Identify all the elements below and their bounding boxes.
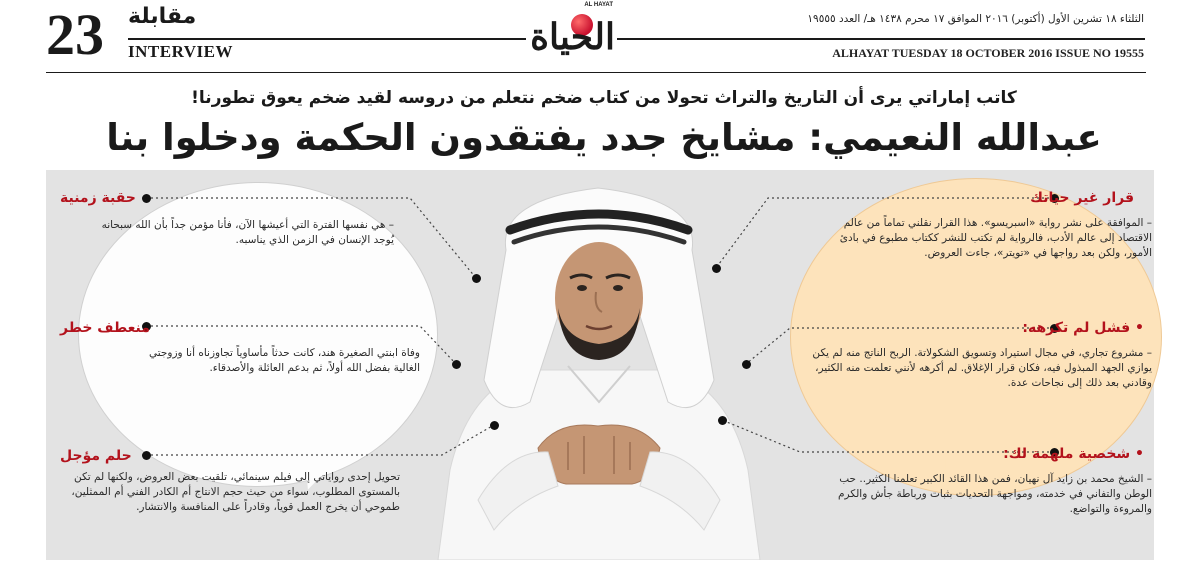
issue-date-arabic: الثلثاء ١٨ تشرين الأول (أكتوبر) ٢٠١٦ الموافق ١٧ محرم ١٤٣٨ هـ/ العدد ١٩٥٥٥ bbox=[807, 13, 1144, 25]
section-label-arabic: مقابلة bbox=[128, 4, 197, 29]
connector-dot bbox=[142, 194, 151, 203]
right-section-body-decision: – الموافقة على نشر رواية «اسبريسو». هذا القرار نقلني تماماً من عالم الاقتصاد إلى عالم الأدب، فالرواية لم تكتب للنشر ككتاب مطبوع في بادئ الأمور، ولكن بعد رواجها في «تويتر»، جاءت العروض. bbox=[839, 217, 1152, 259]
connector-dot bbox=[472, 274, 481, 283]
issue-date-english: ALHAYAT TUESDAY 18 OCTOBER 2016 ISSUE NO 19555 bbox=[832, 46, 1144, 60]
connector-dot bbox=[742, 360, 751, 369]
article-kicker: كاتب إماراتي يرى أن التاريخ والتراث تحولا من كتاب ضخم نتعلم من دروسه لقيد ضخم يعوق تطورنا! bbox=[191, 88, 1017, 108]
right-section-title-failure: • فشل لم تكرهه: bbox=[1022, 320, 1144, 336]
right-section-title-inspiring-figure: • شخصية ملهمة لك: bbox=[1003, 446, 1144, 462]
connector-dot bbox=[718, 416, 727, 425]
left-section-title-postponed-dream: حلم مؤجل bbox=[60, 448, 132, 464]
masthead-small-text: AL HAYAT bbox=[584, 2, 613, 8]
left-section-title-era: حقبة زمنية bbox=[60, 190, 136, 206]
article-headline: عبدالله النعيمي: مشايخ جدد يفتقدون الحكمة ودخلوا بنا bbox=[106, 116, 1102, 159]
connector-dot bbox=[142, 451, 151, 460]
connector-dot bbox=[712, 264, 721, 273]
left-section-title-turning-point: منعطف خطر bbox=[60, 320, 150, 336]
section-label-english: INTERVIEW bbox=[128, 42, 233, 61]
left-section-body-postponed-dream: تحويل إحدى رواياتي إلى فيلم سينمائي، تلقيت بعض العروض، ولكنها لم تكن بالمستوى المطلوب، سواء من حيث حجم الانتاج أم الكادر الفني أم الممثلين، طموحي أن يخرج العمل قوياً، وقادراً على المنافسة والانتشار. bbox=[71, 471, 400, 513]
connector-dot bbox=[490, 421, 499, 430]
right-section-body-failure: – مشروع تجاري، في مجال استيراد وتسويق الشكولاتة. الربح الناتج منه لم يكن يوازي الجهد المبذول فيه، فكان قرار الإغلاق. لم أكرهه لأنني تعلمت منه الكثير، وقادني بعد ذلك إلى نجاحات عدة. bbox=[812, 347, 1152, 389]
left-section-body-turning-point: وفاة ابنتي الصغيرة هند، كانت حدثاً مأساوياً تجاوزناه أنا وزوجتي الغالية بفضل الله أولاً، ثم بدعم العائلة والأصدقاء. bbox=[148, 347, 420, 374]
right-section-title-decision: قرار غير حياتك bbox=[1030, 190, 1134, 206]
right-section-body-inspiring-figure: – الشيخ محمد بن زايد آل نهيان، فمن هذا القائد الكبير تعلمنا الكثير.. حب الوطن والتفاني في خدمته، ومواجهة التحديات بثبات ورباطة جأش والكرم والمروءة والتواضع. bbox=[837, 473, 1152, 515]
left-section-body-era: – هي نفسها الفترة التي أعيشها الآن، فأنا مؤمن جداً بأن الله سبحانه يُوجد الإنسان في الزمن الذي يناسبه. bbox=[101, 219, 394, 246]
masthead-arabic: الحياة bbox=[530, 16, 615, 58]
connector-dot bbox=[452, 360, 461, 369]
page-number: 23 bbox=[46, 2, 104, 67]
